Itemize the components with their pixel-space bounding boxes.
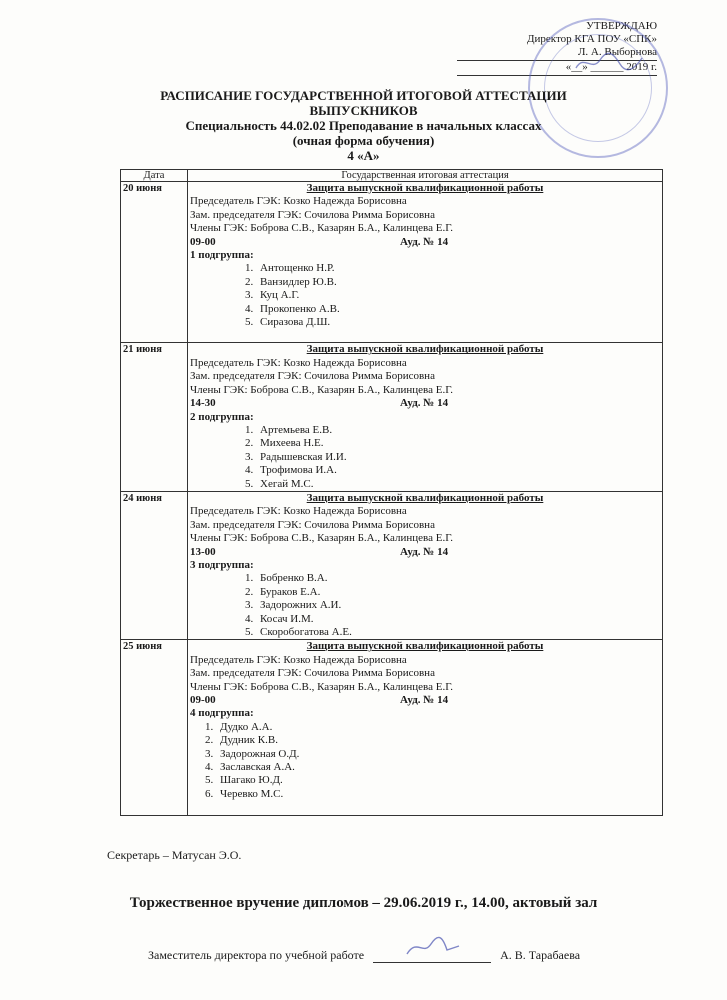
commission-vice: Зам. председателя ГЭК: Сочилова Римма Борисовна	[190, 370, 435, 383]
subgroup-label: 1 подгруппа:	[190, 249, 254, 262]
list-item: 5. Скоробогатова А.Е.	[256, 626, 660, 639]
time-room	[190, 546, 660, 559]
deputy-signature-icon	[403, 936, 463, 960]
list-item: 4. Заславская А.А.	[216, 761, 660, 774]
list-item: 5. Хегай М.С.	[256, 478, 660, 491]
commission-chair: Председатель ГЭК: Козко Надежда Борисовна	[190, 195, 407, 208]
document-title	[0, 88, 727, 163]
deputy-signature-line	[148, 948, 708, 963]
row-date: 20 июня	[121, 182, 188, 343]
list-item: 2. Михеева Н.Е.	[256, 437, 660, 450]
row-details	[188, 640, 663, 816]
list-item: 3. Задорожних А.И.	[256, 599, 660, 612]
list-item: 6. Черевко М.С.	[216, 788, 660, 801]
secretary-line: Секретарь – Матусан Э.О.	[107, 848, 242, 862]
room: Ауд. № 14	[400, 397, 449, 410]
table-row	[121, 491, 663, 639]
room: Ауд. № 14	[400, 545, 449, 558]
start-time: 09-00	[190, 694, 216, 707]
student-list	[190, 262, 660, 329]
approval-date: «__» ______ 2019 г.	[457, 61, 657, 76]
list-item: 5. Сиразова Д.Ш.	[256, 316, 660, 329]
title-line-1: РАСПИСАНИЕ ГОСУДАРСТВЕННОЙ ИТОГОВОЙ АТТЕСТАЦИИ	[160, 88, 567, 103]
deputy-name: А. В. Тарабаева	[500, 948, 581, 962]
commission-members: Члены ГЭК: Боброва С.В., Казарян Б.А., Калинцева Е.Г.	[190, 222, 454, 235]
list-item: 4. Прокопенко А.В.	[256, 303, 660, 316]
list-item: 4. Трофимова И.А.	[256, 464, 660, 477]
table-header-row	[121, 170, 663, 182]
room: Ауд. № 14	[400, 235, 449, 248]
approval-signer: Л. А. Выборнова	[457, 46, 657, 61]
time-room	[190, 397, 660, 410]
list-item: 2. Бураков Е.А.	[256, 586, 660, 599]
group-name: 4 «А»	[347, 148, 380, 163]
subgroup-label: 2 подгруппа:	[190, 410, 254, 423]
row-details	[188, 182, 663, 343]
list-item: 1. Артемьева Е.В.	[256, 424, 660, 437]
subgroup-label: 3 подгруппа:	[190, 558, 254, 571]
student-list	[190, 572, 660, 639]
commission-chair: Председатель ГЭК: Козко Надежда Борисовна	[190, 356, 407, 369]
list-item: 3. Задорожная О.Д.	[216, 748, 660, 761]
list-item: 1. Антощенко Н.Р.	[256, 262, 660, 275]
row-details	[188, 343, 663, 491]
approval-heading: УТВЕРЖДАЮ	[586, 20, 657, 32]
study-form: (очная форма обучения)	[292, 133, 435, 148]
commission-members: Члены ГЭК: Боброва С.В., Казарян Б.А., Калинцева Е.Г.	[190, 680, 454, 693]
row-date: 25 июня	[121, 640, 188, 816]
list-item: 2. Ванзидлер Ю.В.	[256, 276, 660, 289]
commission-vice: Зам. председателя ГЭК: Сочилова Римма Борисовна	[190, 667, 435, 680]
diploma-ceremony: Торжественное вручение дипломов – 29.06.2019 г., 14.00, актовый зал	[129, 895, 598, 911]
commission-chair: Председатель ГЭК: Козко Надежда Борисовна	[190, 505, 407, 518]
commission-vice: Зам. председателя ГЭК: Сочилова Римма Борисовна	[190, 518, 435, 531]
list-item: 5. Шагако Ю.Д.	[216, 774, 660, 787]
room: Ауд. № 14	[400, 694, 449, 707]
deputy-title: Заместитель директора по учебной работе	[148, 948, 365, 962]
director-signature-icon	[574, 50, 644, 76]
student-list	[190, 721, 660, 801]
row-date: 24 июня	[121, 491, 188, 639]
time-room	[190, 236, 660, 249]
row-details	[188, 491, 663, 639]
list-item: 3. Куц А.Г.	[256, 289, 660, 302]
event-title: Защита выпускной квалификационной работы	[306, 491, 544, 504]
header-event: Государственная итоговая аттестация	[188, 170, 663, 182]
list-item: 2. Дудник К.В.	[216, 734, 660, 747]
commission-members: Члены ГЭК: Боброва С.В., Казарян Б.А., Калинцева Е.Г.	[190, 383, 454, 396]
specialty: Специальность 44.02.02 Преподавание в начальных классах	[185, 118, 542, 133]
row-date: 21 июня	[121, 343, 188, 491]
start-time: 09-00	[190, 235, 216, 248]
list-item: 4. Косач И.М.	[256, 613, 660, 626]
header-date: Дата	[121, 170, 188, 182]
list-item: 3. Радышевская И.И.	[256, 451, 660, 464]
start-time: 13-00	[190, 545, 216, 558]
event-title: Защита выпускной квалификационной работы	[306, 343, 544, 356]
list-item: 1. Дудко А.А.	[216, 721, 660, 734]
table-row	[121, 182, 663, 343]
table-row	[121, 640, 663, 816]
student-list	[190, 424, 660, 491]
schedule-table	[120, 169, 663, 816]
commission-vice: Зам. председателя ГЭК: Сочилова Римма Борисовна	[190, 208, 435, 221]
time-room	[190, 694, 660, 707]
commission-chair: Председатель ГЭК: Козко Надежда Борисовна	[190, 653, 407, 666]
title-line-2: ВЫПУСКНИКОВ	[309, 103, 418, 118]
start-time: 14-30	[190, 397, 216, 410]
signature-blank	[373, 948, 491, 963]
commission-members: Члены ГЭК: Боброва С.В., Казарян Б.А., Калинцева Е.Г.	[190, 532, 454, 545]
list-item: 1. Бобренко В.А.	[256, 572, 660, 585]
approval-director: Директор КГА ПОУ «СПК»	[526, 33, 657, 45]
event-title: Защита выпускной квалификационной работы	[306, 640, 544, 653]
subgroup-label: 4 подгруппа:	[190, 707, 254, 720]
event-title: Защита выпускной квалификационной работы	[306, 182, 544, 194]
table-row	[121, 343, 663, 491]
